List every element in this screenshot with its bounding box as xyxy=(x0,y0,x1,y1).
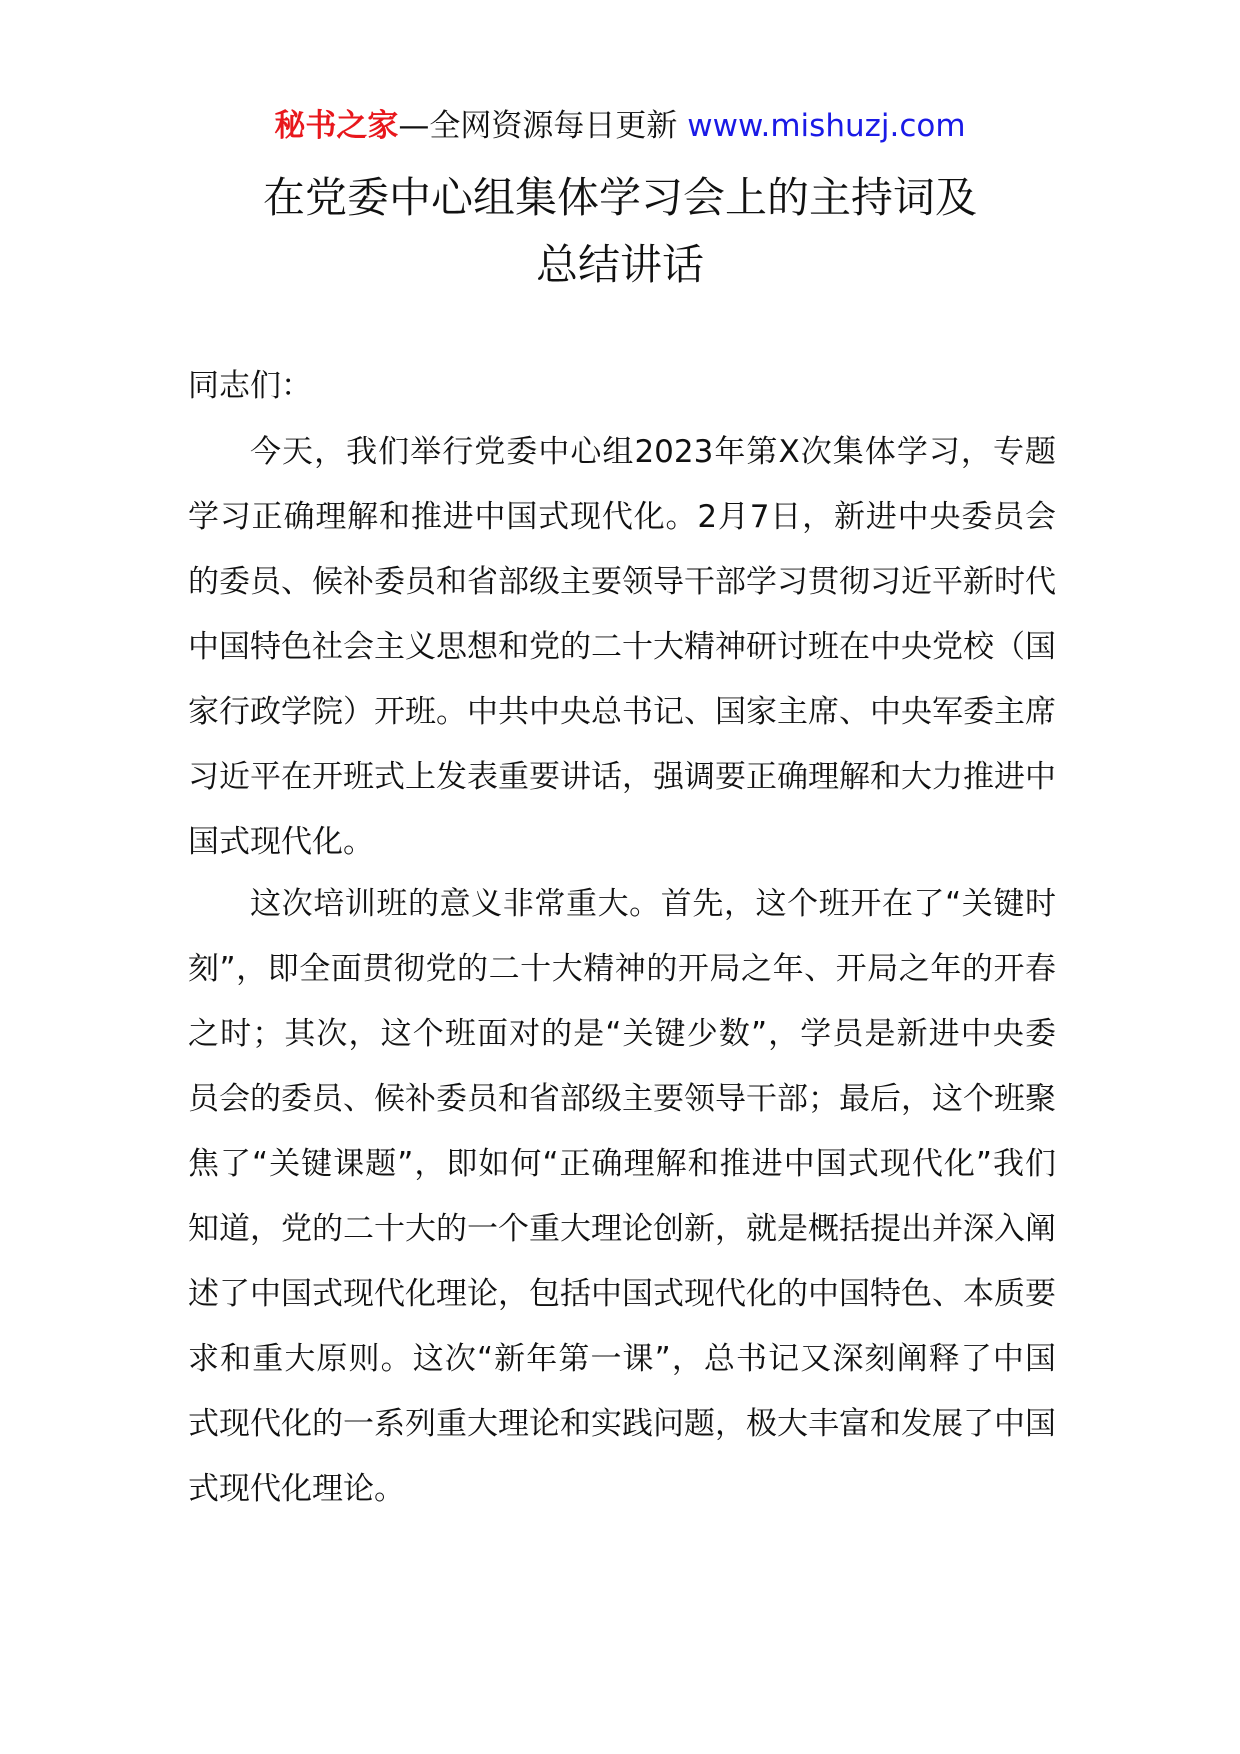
document-title-line-2: 总结讲话 xyxy=(535,240,704,289)
site-header xyxy=(0,104,1240,148)
body-paragraph-1: 今天，我们举行党委中心组2023年第X次集体学习，专题学习正确理解和推进中国式现代化。2月7日，新进中央委员会的委员、候补委员和省部级主要领导干部学习贯彻习近平新时代中国特色社会主义思想和党的二十大精神研讨班在中央党校（国家行政学院）开班。中共中央总书记、国家主席、中央军委主席习近平在开班式上发表重要讲话，强调要正确理解和大力推进中国式现代化。 xyxy=(188,434,1056,860)
site-brand: 秘书之家 xyxy=(274,108,399,144)
site-url-link[interactable]: www.mishuzj.com xyxy=(687,108,966,144)
salutation: 同志们： xyxy=(188,368,312,404)
document-title xyxy=(0,164,1240,298)
site-slogan: —全网资源每日更新 xyxy=(398,108,678,144)
document-title-line-1: 在党委中心组集体学习会上的主持词及 xyxy=(262,173,977,222)
body-paragraph-2: 这次培训班的意义非常重大。首先，这个班开在了“关键时刻”，即全面贯彻党的二十大精神的开局之年、开局之年的开春之时；其次，这个班面对的是“关键少数”，学员是新进中央委员会的委员、候补委员和省部级主要领导干部；最后，这个班聚焦了“关键课题”，即如何“正确理解和推进中国式现代化”我们知道，党的二十大的一个重大理论创新，就是概括提出并深入阐述了中国式现代化理论，包括中国式现代化的中国特色、本质要求和重大原则。这次“新年第一课”，总书记又深刻阐释了中国式现代化的一系列重大理论和实践问题，极大丰富和发展了中国式现代化理论。 xyxy=(188,886,1056,1507)
